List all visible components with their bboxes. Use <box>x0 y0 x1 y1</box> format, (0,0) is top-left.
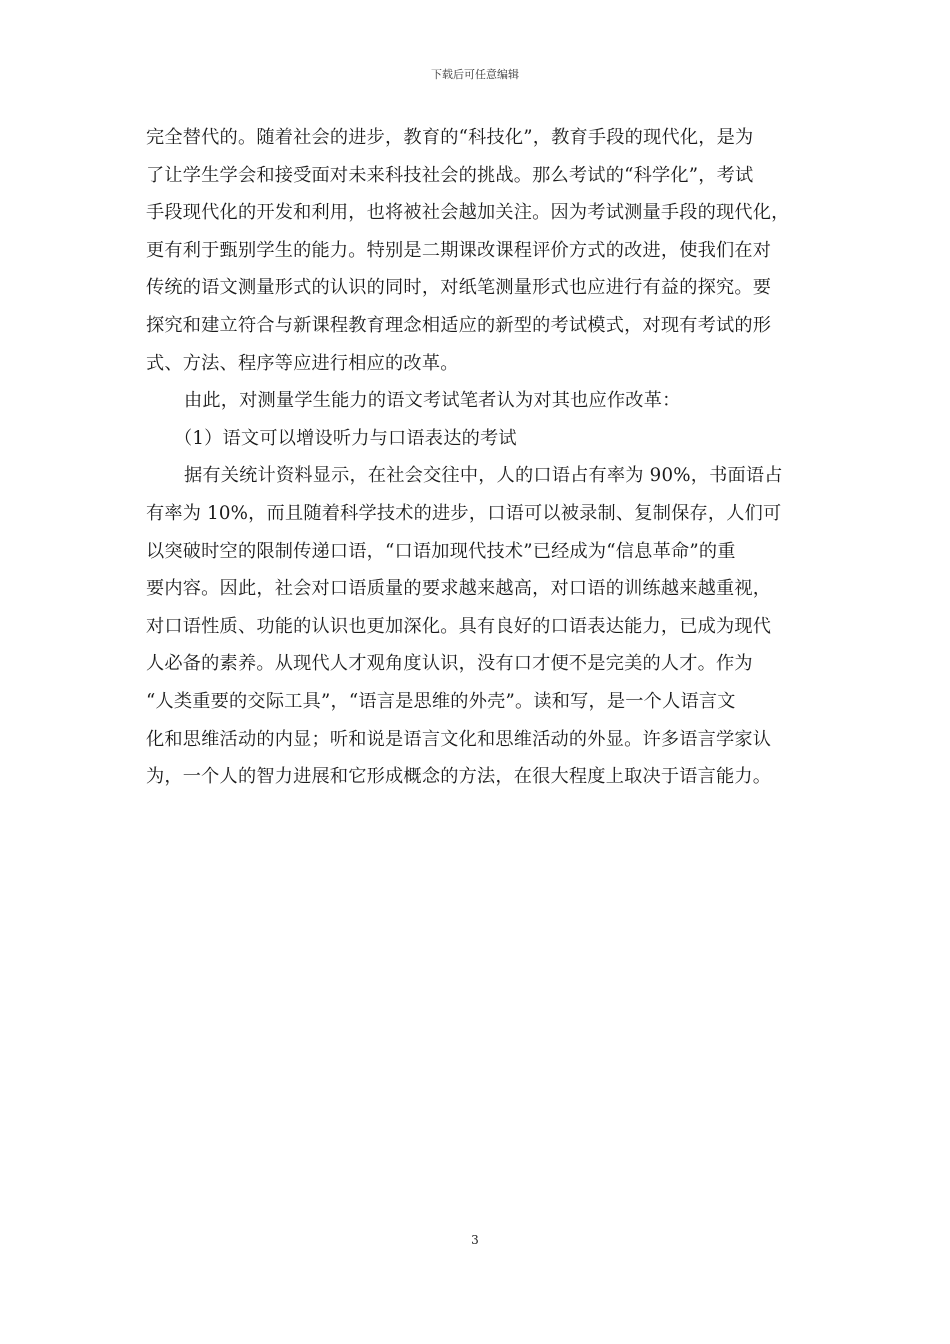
body-line: 了让学生学会和接受面对未来科技社会的挑战。那么考试的“科学化”，考试 <box>146 164 754 186</box>
body-line: 探究和建立符合与新课程教育理念相适应的新型的考试模式，对现有考试的形 <box>146 314 772 336</box>
body-line: 化和思维活动的内显；听和说是语言文化和思维活动的外显。许多语言学家认 <box>146 728 772 750</box>
body-line: 要内容。因此，社会对口语质量的要求越来越高，对口语的训练越来越重视， <box>146 578 772 600</box>
body-line: 人必备的素养。从现代人才观角度认识，没有口才便不是完美的人才。作为 <box>146 653 753 675</box>
body-line: 传统的语文测量形式的认识的同时，对纸笔测量形式也应进行有益的探究。要 <box>146 277 772 299</box>
body-line: 以突破时空的限制传递口语，“口语加现代技术”已经成为“信息革命”的重 <box>146 540 736 562</box>
page-header: 下载后可任意编辑 <box>431 68 519 81</box>
body-line: 手段现代化的开发和利用，也将被社会越加关注。因为考试测量手段的现代化， <box>146 202 790 224</box>
paragraph-start-line: 据有关统计资料显示，在社会交往中，人的口语占有率为 90%，书面语占 <box>184 465 783 487</box>
body-line: 为，一个人的智力进展和它形成概念的方法，在很大程度上取决于语言能力。 <box>146 766 772 788</box>
body-line: 有率为 10%，而且随着科学技术的进步，口语可以被录制、复制保存，人们可 <box>146 502 782 524</box>
section-subheading: （1）语文可以增设听力与口语表达的考试 <box>174 427 517 449</box>
body-line: 完全替代的。随着社会的进步，教育的“科技化”，教育手段的现代化，是为 <box>146 127 754 148</box>
page-number: 3 <box>471 1233 479 1247</box>
document-body <box>146 119 810 796</box>
paragraph-start-line: 由此，对测量学生能力的语文考试笔者认为对其也应作改革： <box>184 390 681 412</box>
body-line: 式、方法、程序等应进行相应的改革。 <box>146 352 459 374</box>
body-line: 更有利于甄别学生的能力。特别是二期课改课程评价方式的改进，使我们在对 <box>146 239 772 261</box>
body-line: “人类重要的交际工具”，“语言是思维的外壳”。读和写，是一个人语言文 <box>146 690 736 712</box>
body-line: 对口语性质、功能的认识也更加深化。具有良好的口语表达能力，已成为现代 <box>146 615 772 637</box>
